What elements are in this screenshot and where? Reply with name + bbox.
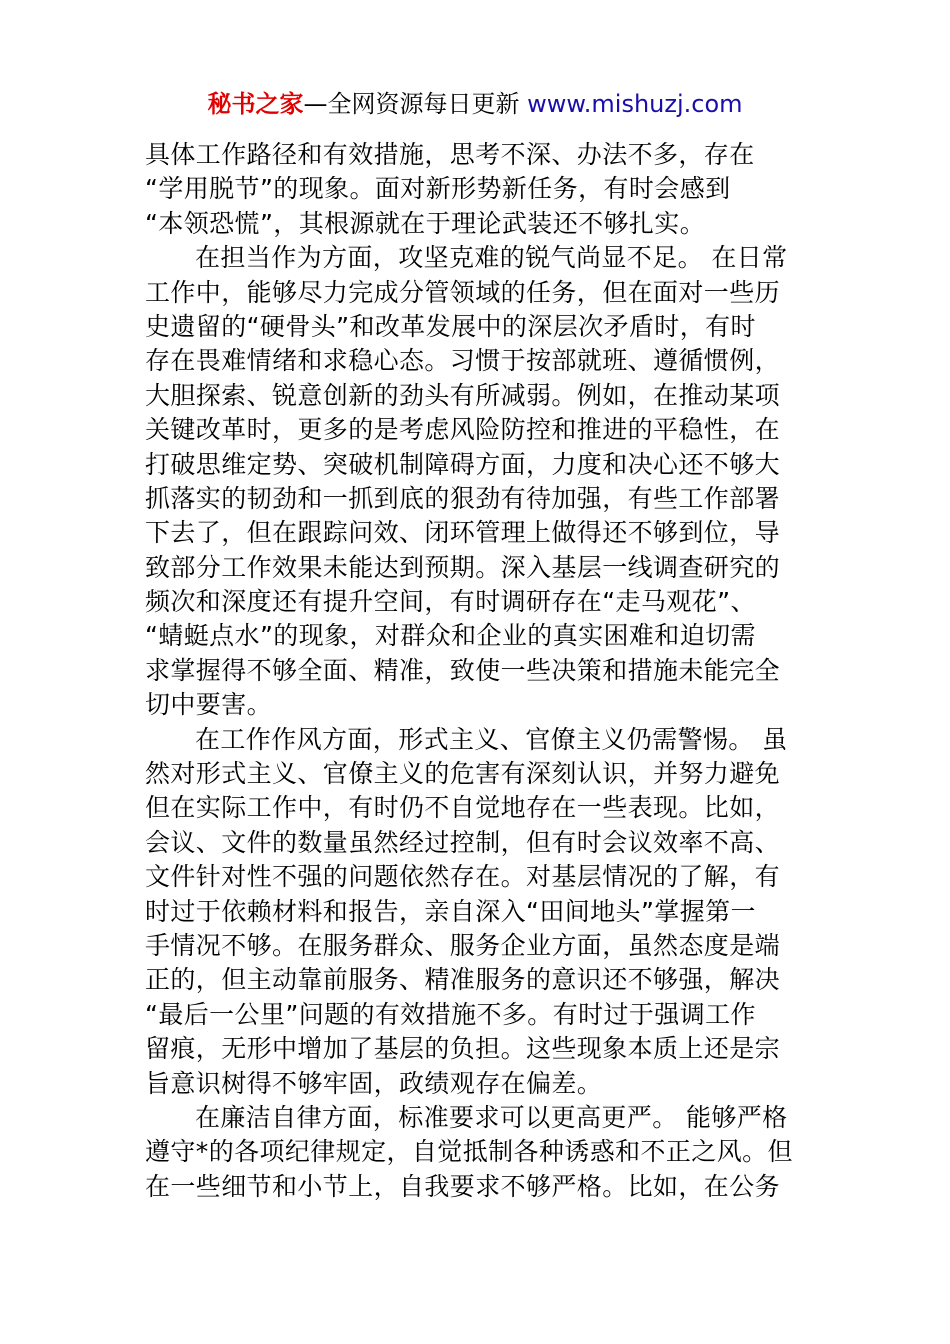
header-brand: 秘书之家 xyxy=(207,90,304,118)
text-line: 致部分工作效果未能达到预期。深入基层一线调查研究的 xyxy=(145,552,781,582)
text-line: 求掌握得不够全面、精准，致使一些决策和措施未能完全 xyxy=(145,655,781,685)
text-line: 遵守*的各项纪律规定，自觉抵制各种诱惑和不正之风。但 xyxy=(145,1137,793,1167)
text-line: 工作中，能够尽力完成分管领域的任务，但在面对一些历 xyxy=(145,277,781,307)
text-line: 时过于依赖材料和报告，亲自深入“田间地头”掌握第一 xyxy=(145,896,756,926)
paragraph-first-line: 在担当作为方面，攻坚克难的锐气尚显不足。 在日常 xyxy=(195,243,788,273)
text-line: 留痕，无形中增加了基层的负担。这些现象本质上还是宗 xyxy=(145,1034,781,1064)
paragraph-first-line: 在工作作风方面，形式主义、官僚主义仍需警惕。 虽 xyxy=(195,724,788,754)
text-line: 在一些细节和小节上，自我要求不够严格。比如，在公务 xyxy=(145,1171,781,1201)
text-line: 存在畏难情绪和求稳心态。习惯于按部就班、遵循惯例， xyxy=(145,346,781,376)
text-line: 频次和深度还有提升空间，有时调研存在“走马观花”、 xyxy=(145,587,756,617)
text-line: “学用脱节”的现象。面对新形势新任务，有时会感到 xyxy=(145,174,731,204)
text-line: 手情况不够。在服务群众、服务企业方面，虽然态度是端 xyxy=(145,930,781,960)
text-line: 文件针对性不强的问题依然存在。对基层情况的了解，有 xyxy=(145,862,781,892)
document-body xyxy=(145,138,813,1204)
header-url-link[interactable]: www.mishuzj.com xyxy=(527,90,743,118)
text-line: 打破思维定势、突破机制障碍方面，力度和决心还不够大 xyxy=(145,449,781,479)
header-tagline: —全网资源每日更新 xyxy=(303,90,528,118)
text-line: 会议、文件的数量虽然经过控制，但有时会议效率不高、 xyxy=(145,827,781,857)
text-line: 下去了，但在跟踪问效、闭环管理上做得还不够到位，导 xyxy=(145,518,781,548)
page-header xyxy=(0,86,950,122)
text-line: 然对形式主义、官僚主义的危害有深刻认识，并努力避免 xyxy=(145,759,781,789)
text-line: 具体工作路径和有效措施，思考不深、办法不多，存在 xyxy=(145,140,755,169)
text-line: “最后一公里”问题的有效措施不多。有时过于强调工作 xyxy=(145,999,756,1029)
text-line: “蜻蜓点水”的现象，对群众和企业的真实困难和迫切需 xyxy=(145,621,756,651)
text-line: 抓落实的韧劲和一抓到底的狠劲有待加强，有些工作部署 xyxy=(145,483,781,513)
paragraph-first-line: 在廉洁自律方面，标准要求可以更高更严。 能够严格 xyxy=(195,1102,788,1132)
text-line: 但在实际工作中，有时仍不自觉地存在一些表现。比如， xyxy=(145,793,781,823)
text-line: 切中要害。 xyxy=(145,690,273,720)
text-line: 关键改革时，更多的是考虑风险防控和推进的平稳性，在 xyxy=(145,415,781,445)
text-line: 大胆探索、锐意创新的劲头有所减弱。例如，在推动某项 xyxy=(145,380,781,410)
text-line: 旨意识树得不够牢固，政绩观存在偏差。 xyxy=(145,1068,603,1098)
text-line: 史遗留的“硬骨头”和改革发展中的深层次矛盾时，有时 xyxy=(145,311,756,341)
text-line: 正的，但主动靠前服务、精准服务的意识还不够强，解决 xyxy=(145,965,781,995)
text-line: “本领恐慌”，其根源就在于理论武装还不够扎实。 xyxy=(145,208,706,238)
